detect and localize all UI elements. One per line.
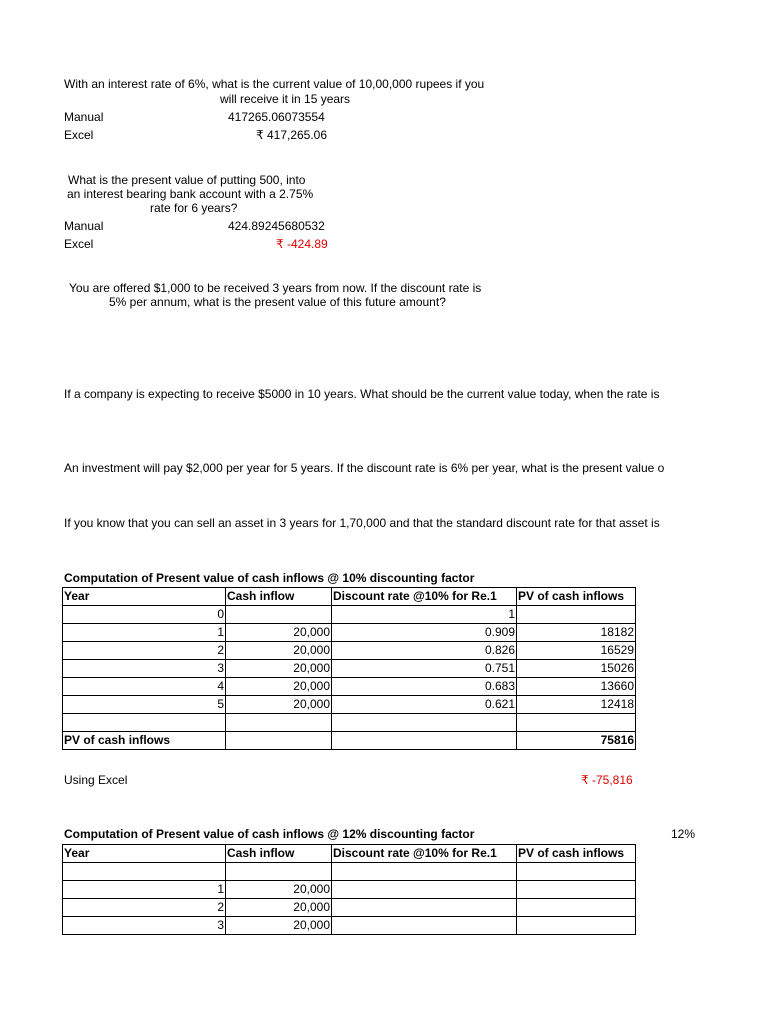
q1-manual-value: 417265.06073554: [228, 110, 325, 124]
table-row: [63, 678, 636, 696]
q2-manual-label: Manual: [64, 219, 104, 233]
q3-line2: 5% per annum, what is the present value of this future amount?: [109, 295, 446, 309]
discount-rate-cell: [332, 863, 517, 881]
table-row: [63, 642, 636, 660]
total-label: PV of cash inflows: [63, 732, 226, 750]
table1-total-row: [63, 732, 636, 750]
discount-rate-cell: [332, 881, 517, 899]
discount-rate-cell: 1: [332, 606, 517, 624]
year-cell: 2: [63, 899, 226, 917]
pv-cell: 16529: [517, 642, 636, 660]
year-cell: 3: [63, 660, 226, 678]
discount-rate-cell: 0.751: [332, 660, 517, 678]
year-cell: 3: [63, 917, 226, 935]
table1-header-pv: PV of cash inflows: [517, 588, 636, 606]
cash-inflow-cell: 20,000: [226, 678, 332, 696]
q4-text: If a company is expecting to receive $5000 in 10 years. What should be the current value today, when the rate is: [64, 387, 660, 401]
discount-rate-cell: 0.909: [332, 624, 517, 642]
pv-cell: 15026: [517, 660, 636, 678]
q2-line2: an interest bearing bank account with a 2.75%: [67, 187, 314, 201]
q1-manual-label: Manual: [64, 110, 104, 124]
pv-cell: [517, 899, 636, 917]
year-cell: [63, 714, 226, 732]
table1-title: Computation of Present value of cash inflows @ 10% discounting factor: [64, 571, 475, 585]
table-row: [63, 624, 636, 642]
year-cell: 0: [63, 606, 226, 624]
year-cell: 1: [63, 881, 226, 899]
cash-inflow-cell: 20,000: [226, 917, 332, 935]
table2: [62, 844, 636, 935]
table1-excel-label: Using Excel: [64, 773, 128, 787]
q1-line2: will receive it in 15 years: [220, 92, 351, 106]
year-cell: 5: [63, 696, 226, 714]
discount-rate-cell: 0.621: [332, 696, 517, 714]
q1-line1: With an interest rate of 6%, what is the current value of 10,00,000 rupees if you: [64, 77, 485, 91]
total-value: 75816: [517, 732, 636, 750]
pv-cell: 18182: [517, 624, 636, 642]
discount-rate-cell: [332, 714, 517, 732]
year-cell: 4: [63, 678, 226, 696]
pv-cell: [517, 714, 636, 732]
q5-text: An investment will pay $2,000 per year for 5 years. If the discount rate is 6% per year, what is the present value o: [64, 461, 665, 475]
table2-header-row: [63, 845, 636, 863]
table-row: [63, 917, 636, 935]
pv-cell: [517, 606, 636, 624]
table-row: [63, 881, 636, 899]
year-cell: 2: [63, 642, 226, 660]
q2-excel-value: ₹ -424.89: [276, 237, 328, 251]
cash-inflow-cell: 20,000: [226, 660, 332, 678]
cash-inflow-cell: 20,000: [226, 899, 332, 917]
table-row: [63, 696, 636, 714]
table-row: [63, 899, 636, 917]
pv-cell: [517, 863, 636, 881]
year-cell: [63, 863, 226, 881]
table2-header-discount-rate: Discount rate @10% for Re.1: [332, 845, 517, 863]
discount-rate-cell: [332, 899, 517, 917]
q2-line3: rate for 6 years?: [150, 201, 238, 215]
table2-header-year: Year: [63, 845, 226, 863]
table2-rate-note: 12%: [671, 827, 696, 841]
table2-title: Computation of Present value of cash inflows @ 12% discounting factor: [64, 827, 475, 841]
table2-header-cash-inflow: Cash inflow: [226, 845, 332, 863]
q1-excel-label: Excel: [64, 128, 94, 142]
pv-cell: [517, 917, 636, 935]
table-row: [63, 606, 636, 624]
table-row: [63, 660, 636, 678]
q3-line1: You are offered $1,000 to be received 3 years from now. If the discount rate is: [69, 281, 482, 295]
table-row: [63, 863, 636, 881]
cash-inflow-cell: 20,000: [226, 696, 332, 714]
cash-inflow-cell: [226, 863, 332, 881]
q6-text: If you know that you can sell an asset in 3 years for 1,70,000 and that the standard discount rate for that asset is: [64, 516, 660, 530]
cash-inflow-cell: 20,000: [226, 881, 332, 899]
table1: [62, 587, 636, 750]
discount-rate-cell: [332, 917, 517, 935]
q2-excel-label: Excel: [64, 237, 94, 251]
cash-inflow-cell: 20,000: [226, 624, 332, 642]
pv-cell: 12418: [517, 696, 636, 714]
q1-excel-value: ₹ 417,265.06: [256, 128, 328, 142]
total-empty-cell: [226, 732, 332, 750]
q2-manual-value: 424.89245680532: [228, 219, 325, 233]
cash-inflow-cell: [226, 606, 332, 624]
pv-cell: 13660: [517, 678, 636, 696]
discount-rate-cell: 0.683: [332, 678, 517, 696]
table1-header-year: Year: [63, 588, 226, 606]
table1-excel-value: ₹ -75,816: [581, 773, 633, 787]
cash-inflow-cell: [226, 714, 332, 732]
table-row: [63, 714, 636, 732]
total-empty-cell: [332, 732, 517, 750]
table1-header-discount-rate: Discount rate @10% for Re.1: [332, 588, 517, 606]
pv-cell: [517, 881, 636, 899]
cash-inflow-cell: 20,000: [226, 642, 332, 660]
year-cell: 1: [63, 624, 226, 642]
table1-header-row: [63, 588, 636, 606]
table1-header-cash-inflow: Cash inflow: [226, 588, 332, 606]
q2-line1: What is the present value of putting 500, into: [68, 173, 306, 187]
discount-rate-cell: 0.826: [332, 642, 517, 660]
table2-header-pv: PV of cash inflows: [517, 845, 636, 863]
